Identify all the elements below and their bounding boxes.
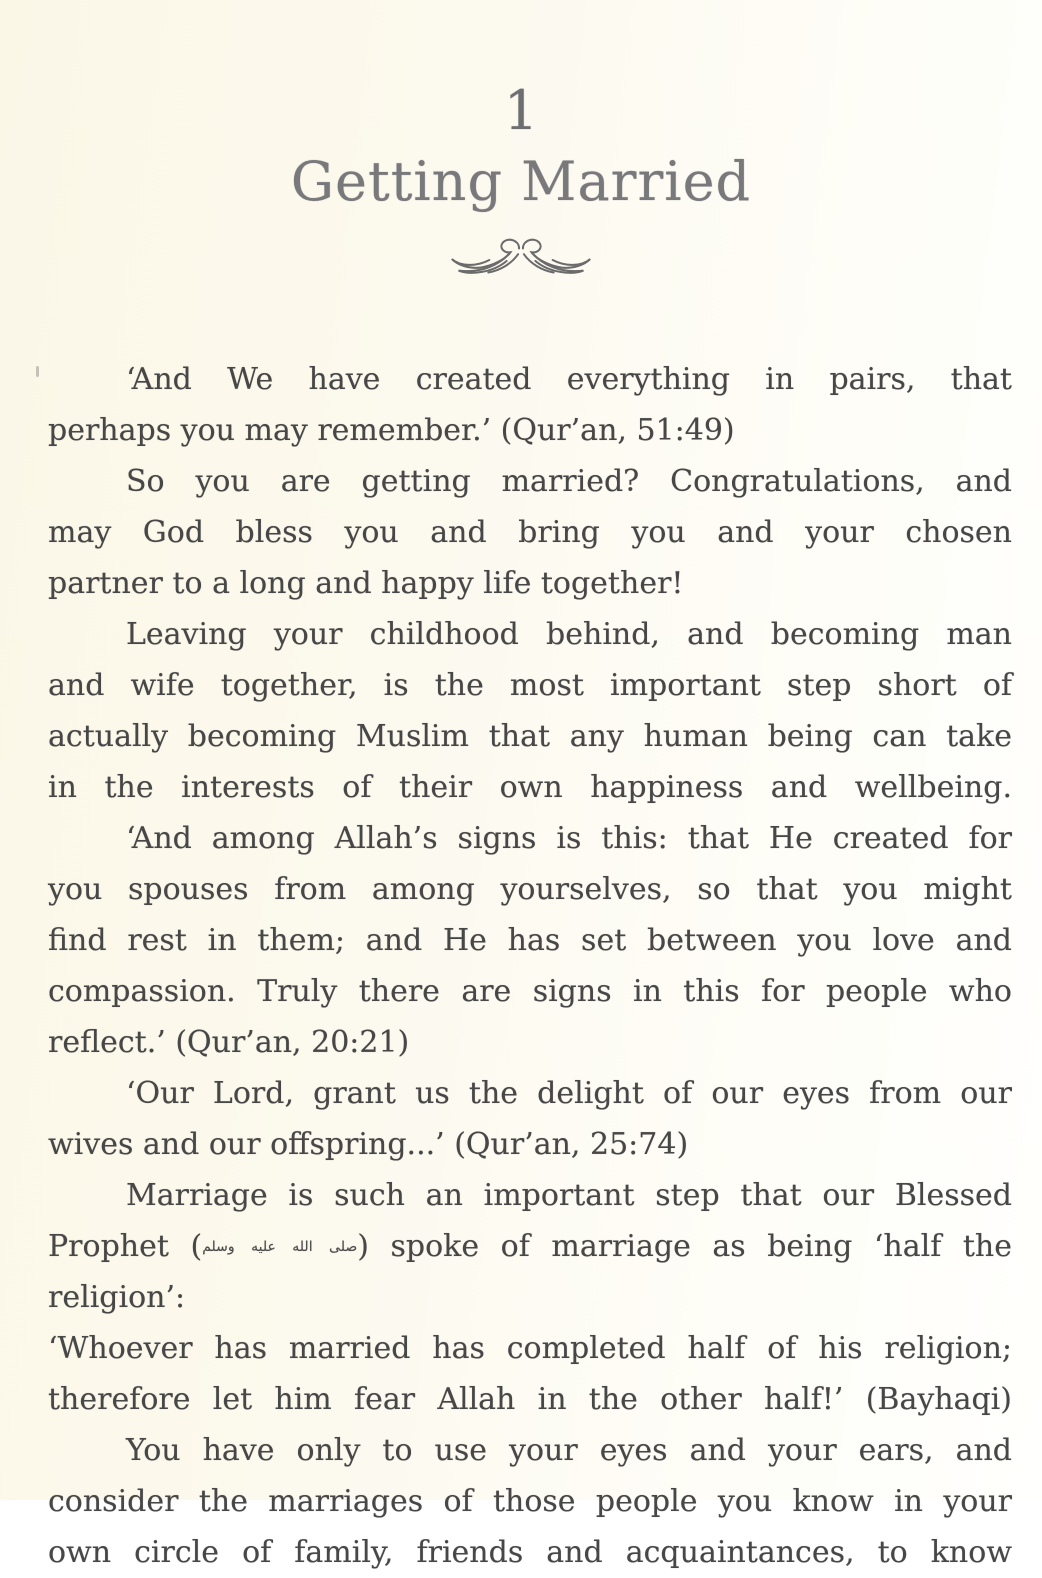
chapter-number: 1 — [503, 79, 539, 142]
text-line: compassion. Truly there are signs in this for people who — [48, 974, 1012, 1009]
text-line: and wife together, is the most important step short of — [48, 668, 1012, 703]
scan-artifact-mark — [36, 366, 39, 377]
text-line: you spouses from among yourselves, so that you might — [48, 872, 1012, 907]
text-line: reflect.’ (Qur’an, 20:21) — [48, 1025, 410, 1060]
text-line: in the interests of their own happiness and wellbeing. — [48, 770, 1012, 805]
text-line: Marriage is such an important step that our Blessed — [126, 1178, 1012, 1213]
text-line: Leaving your childhood behind, and becoming man — [126, 617, 1012, 652]
text-line: therefore let him fear Allah in the other half!’ (Bayhaqi) — [48, 1382, 1012, 1417]
text-line: actually becoming Muslim that any human being can take — [48, 719, 1012, 754]
paragraph — [48, 1425, 1012, 1578]
text-segment: Prophet ( — [48, 1229, 203, 1264]
paragraph — [48, 1068, 1012, 1170]
text-line: ‘Our Lord, grant us the delight of our eyes from our — [126, 1076, 1012, 1111]
chapter-header — [0, 0, 1042, 289]
text-line — [48, 1221, 1012, 1323]
page-text — [48, 354, 1012, 1578]
text-line: may God bless you and bring you and your chosen — [48, 515, 1012, 550]
paragraph — [48, 354, 1012, 456]
text-line: So you are getting married? Congratulations, and — [126, 464, 1012, 499]
text-line: consider the marriages of those people you know in your — [48, 1484, 1012, 1519]
text-line: find rest in them; and He has set between you love and — [48, 923, 1012, 958]
paragraph — [48, 813, 1012, 1068]
paragraph — [48, 1170, 1012, 1425]
chapter-ornament-icon — [0, 235, 1042, 289]
text-line: own circle of family, friends and acquaintances, to know — [48, 1535, 1012, 1570]
text-line: ‘Whoever has married has completed half of his religion; — [48, 1331, 1012, 1366]
text-line: wives and our offspring...’ (Qur’an, 25:74) — [48, 1127, 689, 1162]
text-line: perhaps you may remember.’ (Qur’an, 51:49) — [48, 413, 735, 448]
paragraph — [48, 456, 1012, 609]
pbuh-calligraphy-icon: صلى الله عليه وسلم — [202, 1239, 358, 1255]
text-line: ‘And among Allah’s signs is this: that He created for — [126, 821, 1012, 856]
text-line: ‘And We have created everything in pairs, that — [126, 362, 1012, 397]
text-segment: ) spoke of marriage as being ‘half the religion’: — [48, 1229, 1012, 1315]
text-line: You have only to use your eyes and your ears, and — [126, 1433, 1012, 1468]
text-line: partner to a long and happy life together! — [48, 566, 684, 601]
chapter-title: Getting Married — [290, 150, 752, 213]
paragraph — [48, 609, 1012, 813]
